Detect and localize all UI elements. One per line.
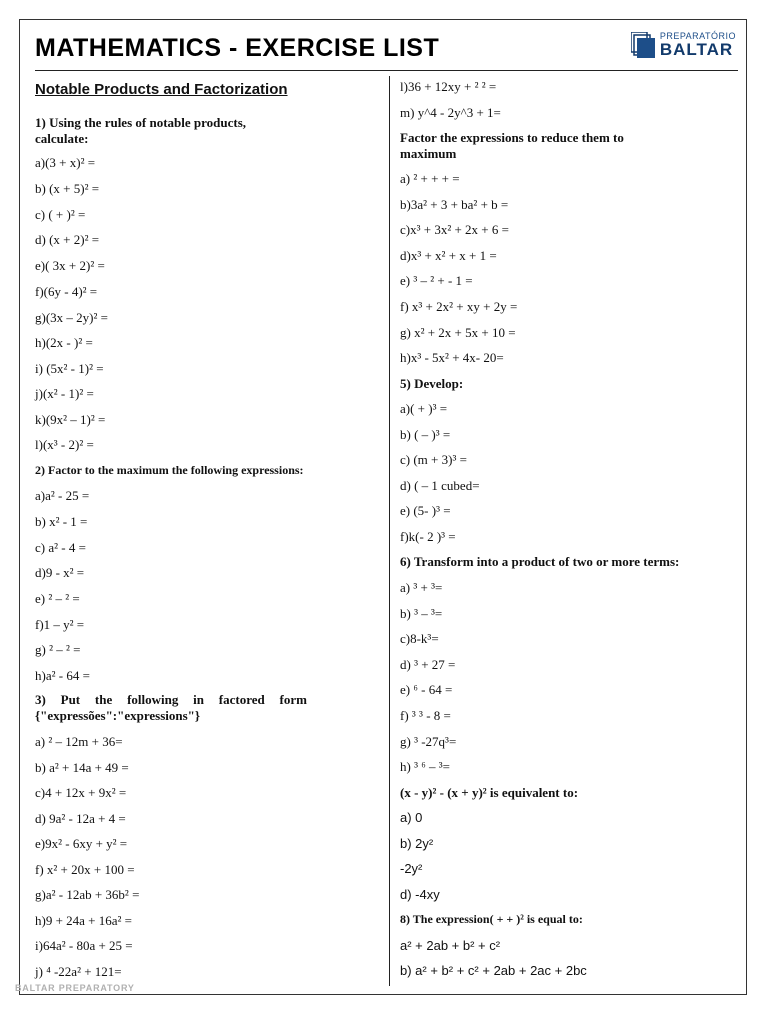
q8-heading: 8) The expression( + + )² is equal to: <box>400 912 583 926</box>
logo-b-icon <box>631 32 655 58</box>
q4-item: g) x² + 2x + 5x + 10 = <box>400 325 516 340</box>
q4-item: e) ³ – ² + - 1 = <box>400 273 473 288</box>
q4-item: f) x³ + 2x² + xy + 2y = <box>400 299 518 314</box>
section-subtitle: Notable Products and Factorization <box>35 81 288 98</box>
q2-item: e) ² – ² = <box>35 591 80 606</box>
q2-item: a)a² - 25 = <box>35 488 90 503</box>
q5-item: f)k(- 2 )³ = <box>400 529 456 544</box>
q5-item: a)( + )³ = <box>400 401 448 416</box>
q7-option: a) 0 <box>400 810 423 825</box>
q5-item: c) (m + 3)³ = <box>400 452 467 467</box>
q2-heading: 2) Factor to the maximum the following expressions: <box>35 463 304 477</box>
q3-item: j) ⁴ -22a² + 121= <box>35 964 122 979</box>
q3-item: e)9x² - 6xy + y² = <box>35 836 128 851</box>
page-title: MATHEMATICS - EXERCISE LIST <box>35 34 440 62</box>
q8-option: a² + 2ab + b² + c² <box>400 938 501 953</box>
q1-item: l)(x³ - 2)² = <box>35 437 94 452</box>
logo-name: BALTAR <box>659 40 734 59</box>
q3-item: g)a² - 12ab + 36b² = <box>35 887 140 902</box>
q1-item: c) ( + )² = <box>35 207 86 222</box>
q3-item: f) x² + 20x + 100 = <box>35 862 135 877</box>
q6-item: d) ³ + 27 = <box>400 657 456 672</box>
q3-item: h)9 + 24a + 16a² = <box>35 913 133 928</box>
q3-item: m) y^4 - 2y^3 + 1= <box>400 105 501 120</box>
header-rule <box>35 70 738 71</box>
q6-item: e) ⁶ - 64 = <box>400 682 453 697</box>
q4-heading-line1: Factor the expressions to reduce them to <box>400 130 624 145</box>
q1-item: b) (x + 5)² = <box>35 181 100 196</box>
q3-item: i)64a² - 80a + 25 = <box>35 938 133 953</box>
q1-heading-line2: calculate: <box>35 131 89 146</box>
q6-item: f) ³ ³ - 8 = <box>400 708 451 723</box>
q5-item: e) (5- )³ = <box>400 503 451 518</box>
q7-option: b) 2y² <box>400 836 434 851</box>
q8-option: b) a² + b² + c² + 2ab + 2ac + 2bc <box>400 963 587 978</box>
q3-heading-line1: 3) Put the following in factored form <box>35 692 307 707</box>
q1-item: a)(3 + x)² = <box>35 155 96 170</box>
worksheet-page <box>19 19 747 995</box>
q3-item: b) a² + 14a + 49 = <box>35 760 129 775</box>
q4-item: h)x³ - 5x² + 4x- 20= <box>400 350 504 365</box>
q4-item: c)x³ + 3x² + 2x + 6 = <box>400 222 509 237</box>
logo <box>631 32 736 58</box>
q5-item: d) ( – 1 cubed= <box>400 478 480 493</box>
q6-item: a) ³ + ³= <box>400 580 443 595</box>
q5-item: b) ( – )³ = <box>400 427 451 442</box>
q7-option: -2y² <box>400 861 423 876</box>
q4-item: a) ² + + + = <box>400 171 460 186</box>
q6-item: g) ³ -27q³= <box>400 734 457 749</box>
q1-item: f)(6y - 4)² = <box>35 284 98 299</box>
q2-item: h)a² - 64 = <box>35 668 90 683</box>
q2-item: f)1 – y² = <box>35 617 85 632</box>
q1-item: k)(9x² – 1)² = <box>35 412 106 427</box>
q4-heading-line2: maximum <box>400 146 457 161</box>
q1-item: i) (5x² - 1)² = <box>35 361 104 376</box>
q5-heading: 5) Develop: <box>400 376 464 391</box>
column-divider <box>389 76 390 986</box>
q1-item: h)(2x - )² = <box>35 335 93 350</box>
q1-item: e)( 3x + 2)² = <box>35 258 105 273</box>
q3-item: a) ² – 12m + 36= <box>35 734 123 749</box>
q1-item: j)(x² - 1)² = <box>35 386 94 401</box>
q2-item: g) ² – ² = <box>35 642 81 657</box>
q2-item: d)9 - x² = <box>35 565 85 580</box>
q1-item: g)(3x – 2y)² = <box>35 310 108 325</box>
logo-subtitle: PREPARATÓRIO <box>659 31 736 41</box>
q7-option: d) -4xy <box>400 887 440 902</box>
q2-item: b) x² - 1 = <box>35 514 88 529</box>
q4-item: b)3a² + 3 + ba² + b = <box>400 197 509 212</box>
q3-heading-line2: {"expressões":"expressions"} <box>35 708 201 723</box>
q3-item: d) 9a² - 12a + 4 = <box>35 811 126 826</box>
q3-item: c)4 + 12x + 9x² = <box>35 785 127 800</box>
footer-text: BALTAR PREPARATORY <box>15 983 135 993</box>
q4-item: d)x³ + x² + x + 1 = <box>400 248 497 263</box>
q7-heading: (x - y)² - (x + y)² is equivalent to: <box>400 785 579 800</box>
q6-item: c)8-k³= <box>400 631 439 646</box>
q3-item: l)36 + 12xy + ² ² = <box>400 79 497 94</box>
q2-item: c) a² - 4 = <box>35 540 86 555</box>
q6-item: b) ³ – ³= <box>400 606 443 621</box>
q1-item: d) (x + 2)² = <box>35 232 100 247</box>
q6-heading: 6) Transform into a product of two or more terms: <box>400 554 680 569</box>
q6-item: h) ³ ⁶ – ³= <box>400 759 450 774</box>
q1-heading-line1: 1) Using the rules of notable products, <box>35 115 247 130</box>
